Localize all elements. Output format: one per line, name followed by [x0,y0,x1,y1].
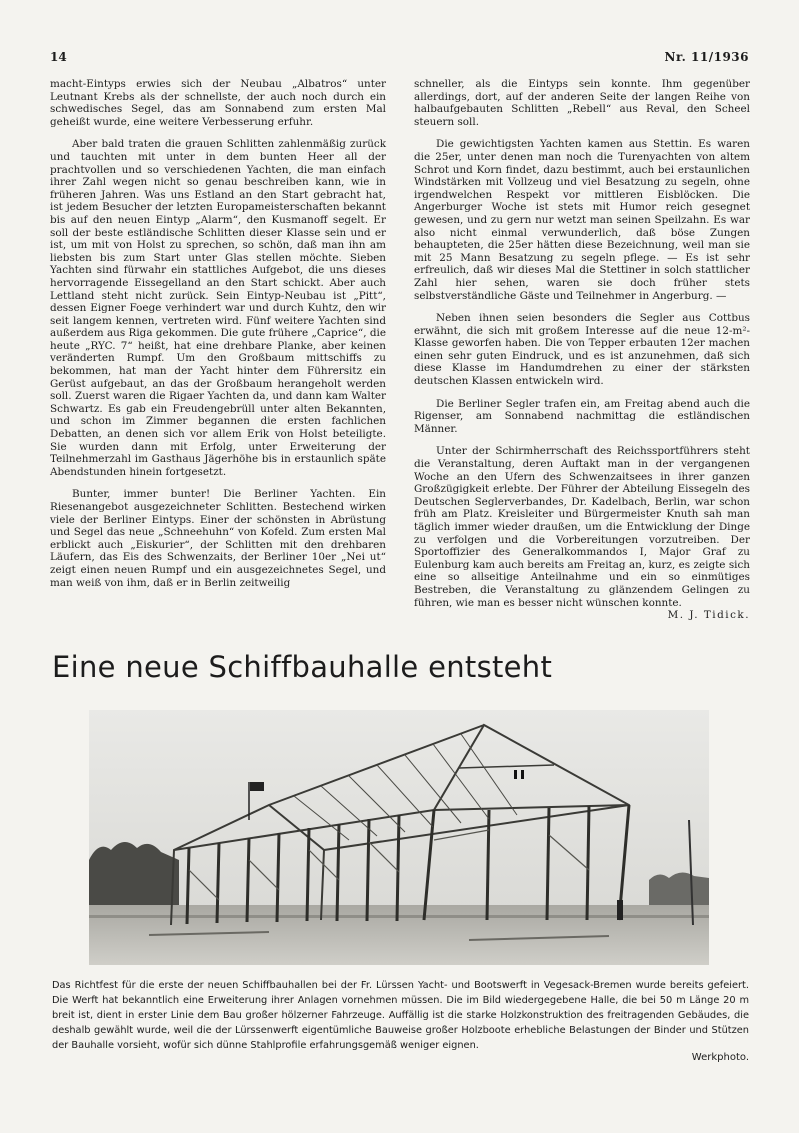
author-signature: M. J. Tidick. [667,609,750,622]
photo-caption: Das Richtfest für die erste der neuen Schiffbauhallen bei der Fr. Lürssen Yacht- und Bootswerft in Vegesack-Bremen wurde bereits gefeiert. Die Werft hat bekanntlich eine Erweiterung ihrer Anlagen vornehmen müssen. Die im Bild wiedergegebene Halle, die bei 50 m Länge 20 m breit ist, dient in erster Linie dem Bau großer hölzerner Fahrzeuge. Auffällig ist die starke Holzkonstruktion des freitragenden Gebäudes, die deshalb gewählt wurde, weil die der Lürssenwerft eigentümliche Bauweise großer Holzboote erhebliche Belastungen der Binder und Stützen der Bauhalle vorsieht, wofür sich dünne Stahlprofile erfahrungsgemäß weniger eignen. [52,980,749,1051]
paragraph: Aber bald traten die grauen Schlitten zahlenmäßig zurück und tauchten mit unter in dem bunten Heer all der prachtvollen und so verschiedenen Yachten, die man einfach ihrer Zahl wegen nicht so genau beschreiben kann, wie in früheren Jahren. Was uns Estland an den Start gebracht hat, ist jedem Besucher der letzten Europameisterschaften bekannt bis auf den neuen Eintyp „Alarm“, den Kusmanoff segelt. Er soll der beste estländische Schlitten dieser Klasse sein und er ist, um mit von Holst zu sprechen, so schön, daß man ihn am liebsten bis zum Start unter Glas stellen möchte. Sieben Yachten sind fürwahr ein stattliches Aufgebot, die uns dieses hervorragende Eissegelland an den Start schickt. Aber auch Lettland steht nicht zurück. Sein Eintyp-Neubau ist „Pitt“, dessen Eigner Foege verhindert war und durch Kuhtz, den wir seit langem kennen, vertreten wird. Fünf weitere Yachten sind außerdem aus Riga gekommen. Die gute frühere „Caprice“, die heute „RYC. 7“ heißt, hat eine drehbare Planke, aber keinen veränderten Rumpf. Um den Großbaum mittschiffs zu bekommen, hat man der Yacht hinter dem Führersitz ein Gerüst aufgebaut, an das der Großbaum herangeholt werden soll. Zuerst waren die Rigaer Yachten da, und dann kam Walter Schwartz. Es gab ein Freudengebrüll unter alten Bekannten, und schon im Zimmer begannen die ersten fachlichen Debatten, an denen sich vor allem Erik von Holst beteiligte. Sie wurden dann mit Erfolg, unter Erweiterung der Teilnehmerzahl im Gasthaus Jägerhöhe bis in erstaunlich späte Abendstunden hinein fortgesetzt. [50,138,386,478]
paragraph: Unter der Schirmherrschaft des Reichssportführers steht die Veranstaltung, deren Auftakt man in der vergangenen Woche an den Ufern des Schwenzaitsees in ihrer ganzen Großzügigkeit erlebte. Der Führer der Abteilung Eissegeln des Deutschen Seglerverbandes, Dr. Kadelbach, Berlin, war schon früh am Platz. Kreisleiter und Bürgermeister Knuth sah man täglich immer wieder draußen, um die Entwicklung der Dinge zu verfolgen und die Vorbereitungen vorzutreiben. Der Sportoffizier des Generalkommandos I, Major Graf zu Eulenburg kam auch bereits am Freitag an, kurz, es zeigte sich eine so allseitige Anteilnahme und ein so einmütiges Bestreben, die Veranstaltung zu glänzendem Gelingen zu führen, wie man es besser nicht wünschen konnte. [414,445,750,609]
paragraph: Bunter, immer bunter! Die Berliner Yachten. Ein Riesenangebot ausgezeichneter Schlitten. Bestechend wirken viele der Berliner Eintyps. Einer der schönsten in Abrüstung und Segel das neue „Schneehuhn“ von Kofeld. Zum ersten Mal erblickt auch „Eiskurier“, der Schlitten mit den drehbaren Läufern, das Eis des Schwenzaits, der Berliner 10er „Nei ut“ zeigt einen neuen Rumpf und ein ausgezeichnetes Segel, und man weiß von ihm, daß er in Berlin zeitweilig [50,488,386,589]
paragraph: Die gewichtigsten Yachten kamen aus Stettin. Es waren die 25er, unter denen man noch die Turenyachten von altem Schrot und Korn findet, dazu bestimmt, auch bei erstaunlichen Windstärken mit Vollzeug und viel Besatzung zu segeln, ohne irgendwelchen Respekt vor mittleren Eisblöcken. Die Angerburger Woche ist stets mit Humor reich gesegnet gewesen, und zu gern nur wetzt man seinen Speilzahn. Es war also nicht einmal verwunderlich, daß böse Zungen behaupteten, die 25er hätten diese Bezeichnung, weil man sie mit 25 Mann Besatzung zu segeln pflege. — Es ist sehr erfreulich, daß wir dieses Mal die Stettiner in solch stattlicher Zahl hier sehen, waren sie doch früher stets selbstverständliche Gäste und Teilnehmer in Angerburg. — [414,138,750,302]
issue-number: Nr. 11/1936 [664,50,749,64]
paragraph: macht-Eintyps erwies sich der Neubau „Albatros“ unter Leutnant Krebs als der schnellste, der auch noch durch ein schwedisches Segel, das am Sonnabend zum ersten Mal geheißt wurde, eine weitere Verbesserung erfuhr. [50,78,386,128]
paragraph: schneller, als die Eintyps sein konnte. Ihm gegenüber allerdings, dort, auf der anderen Seite der langen Reihe von halbaufgebauten Schlitten „Rebell“ aus Reval, den Scheel steuern soll. [414,78,750,128]
article-left-column [50,78,386,599]
paragraph: Die Berliner Segler trafen ein, am Freitag abend auch die Rigenser, am Sonnabend nachmittag die estländischen Männer. [414,397,750,435]
shipbuilding-hall-photo [89,710,709,965]
feature-headline: Eine neue Schiffbauhalle entsteht [52,650,553,684]
article-right-column [414,78,750,622]
photo-credit: Werkphoto. [691,1052,749,1063]
page-number: 14 [50,50,67,64]
paragraph: Neben ihnen seien besonders die Segler aus Cottbus erwähnt, die sich mit großem Interesse auf die neue 12-m²-Klasse geworfen haben. Die von Tepper erbauten 12er machen einen sehr guten Eindruck, und es ist anzunehmen, daß sich diese Klasse im Handumdrehen zu einer der stärksten deutschen Klassen entwickeln wird. [414,312,750,388]
